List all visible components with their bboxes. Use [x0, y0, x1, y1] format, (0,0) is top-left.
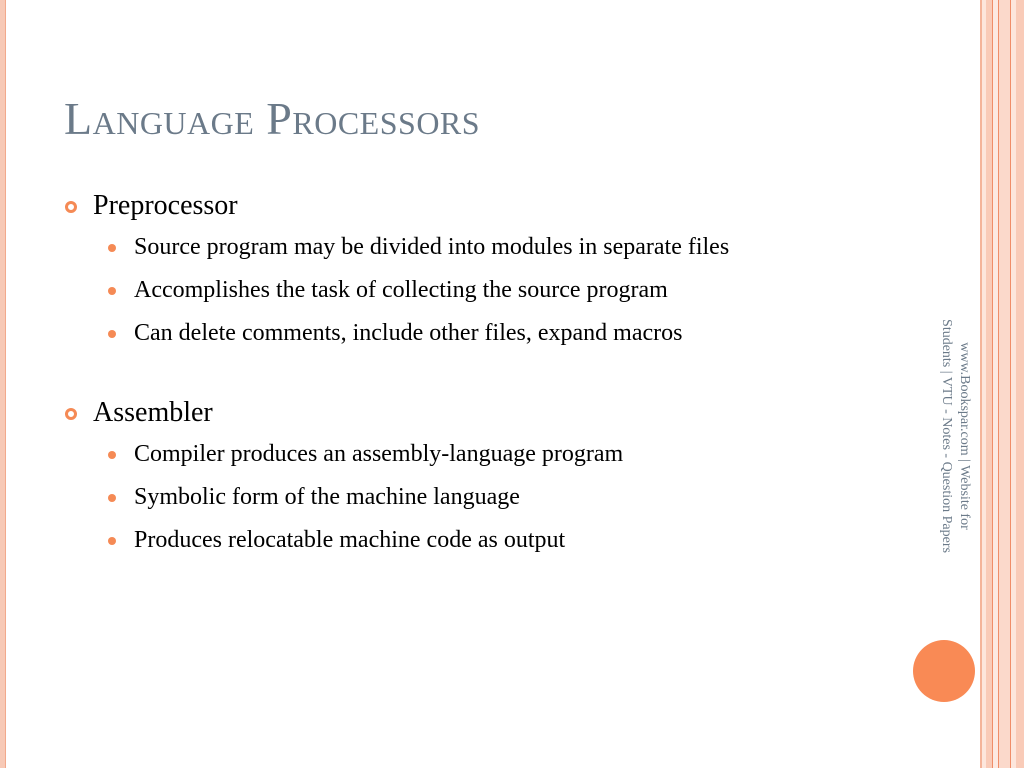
side-text-line2: Students | VTU - Notes - Question Papers	[939, 319, 954, 553]
slide-content	[64, 186, 904, 562]
section-preprocessor	[64, 186, 904, 355]
list-item-text: Accomplishes the task of collecting the source program	[134, 277, 668, 303]
list-item	[64, 519, 904, 562]
dot-bullet-icon	[108, 330, 116, 338]
side-watermark-text	[933, 266, 973, 606]
section-heading-text: Assembler	[93, 397, 213, 428]
ring-bullet-icon	[65, 201, 77, 213]
dot-bullet-icon	[108, 287, 116, 295]
decorative-circle	[913, 640, 975, 702]
section-heading-text: Preprocessor	[93, 190, 238, 221]
ring-bullet-icon	[65, 408, 77, 420]
list-item	[64, 269, 904, 312]
slide-title: Language Processors	[64, 93, 481, 144]
left-border	[0, 0, 6, 768]
list-item-text: Compiler produces an assembly-language program	[134, 441, 624, 467]
list-item-text: Symbolic form of the machine language	[134, 484, 520, 510]
list-item-text: Can delete comments, include other files, expand macros	[134, 320, 683, 346]
list-item-text: Produces relocatable machine code as output	[134, 527, 566, 553]
dot-bullet-icon	[108, 451, 116, 459]
side-text-line1: www.Bookspar.com | Website for	[957, 342, 972, 530]
list-item-text: Source program may be divided into modules in separate files	[134, 234, 730, 260]
dot-bullet-icon	[108, 537, 116, 545]
list-item	[64, 476, 904, 519]
list-item	[64, 226, 904, 269]
section-heading	[64, 393, 904, 433]
list-item	[64, 433, 904, 476]
section-heading	[64, 186, 904, 226]
section-assembler	[64, 393, 904, 562]
dot-bullet-icon	[108, 244, 116, 252]
list-item	[64, 312, 904, 355]
dot-bullet-icon	[108, 494, 116, 502]
